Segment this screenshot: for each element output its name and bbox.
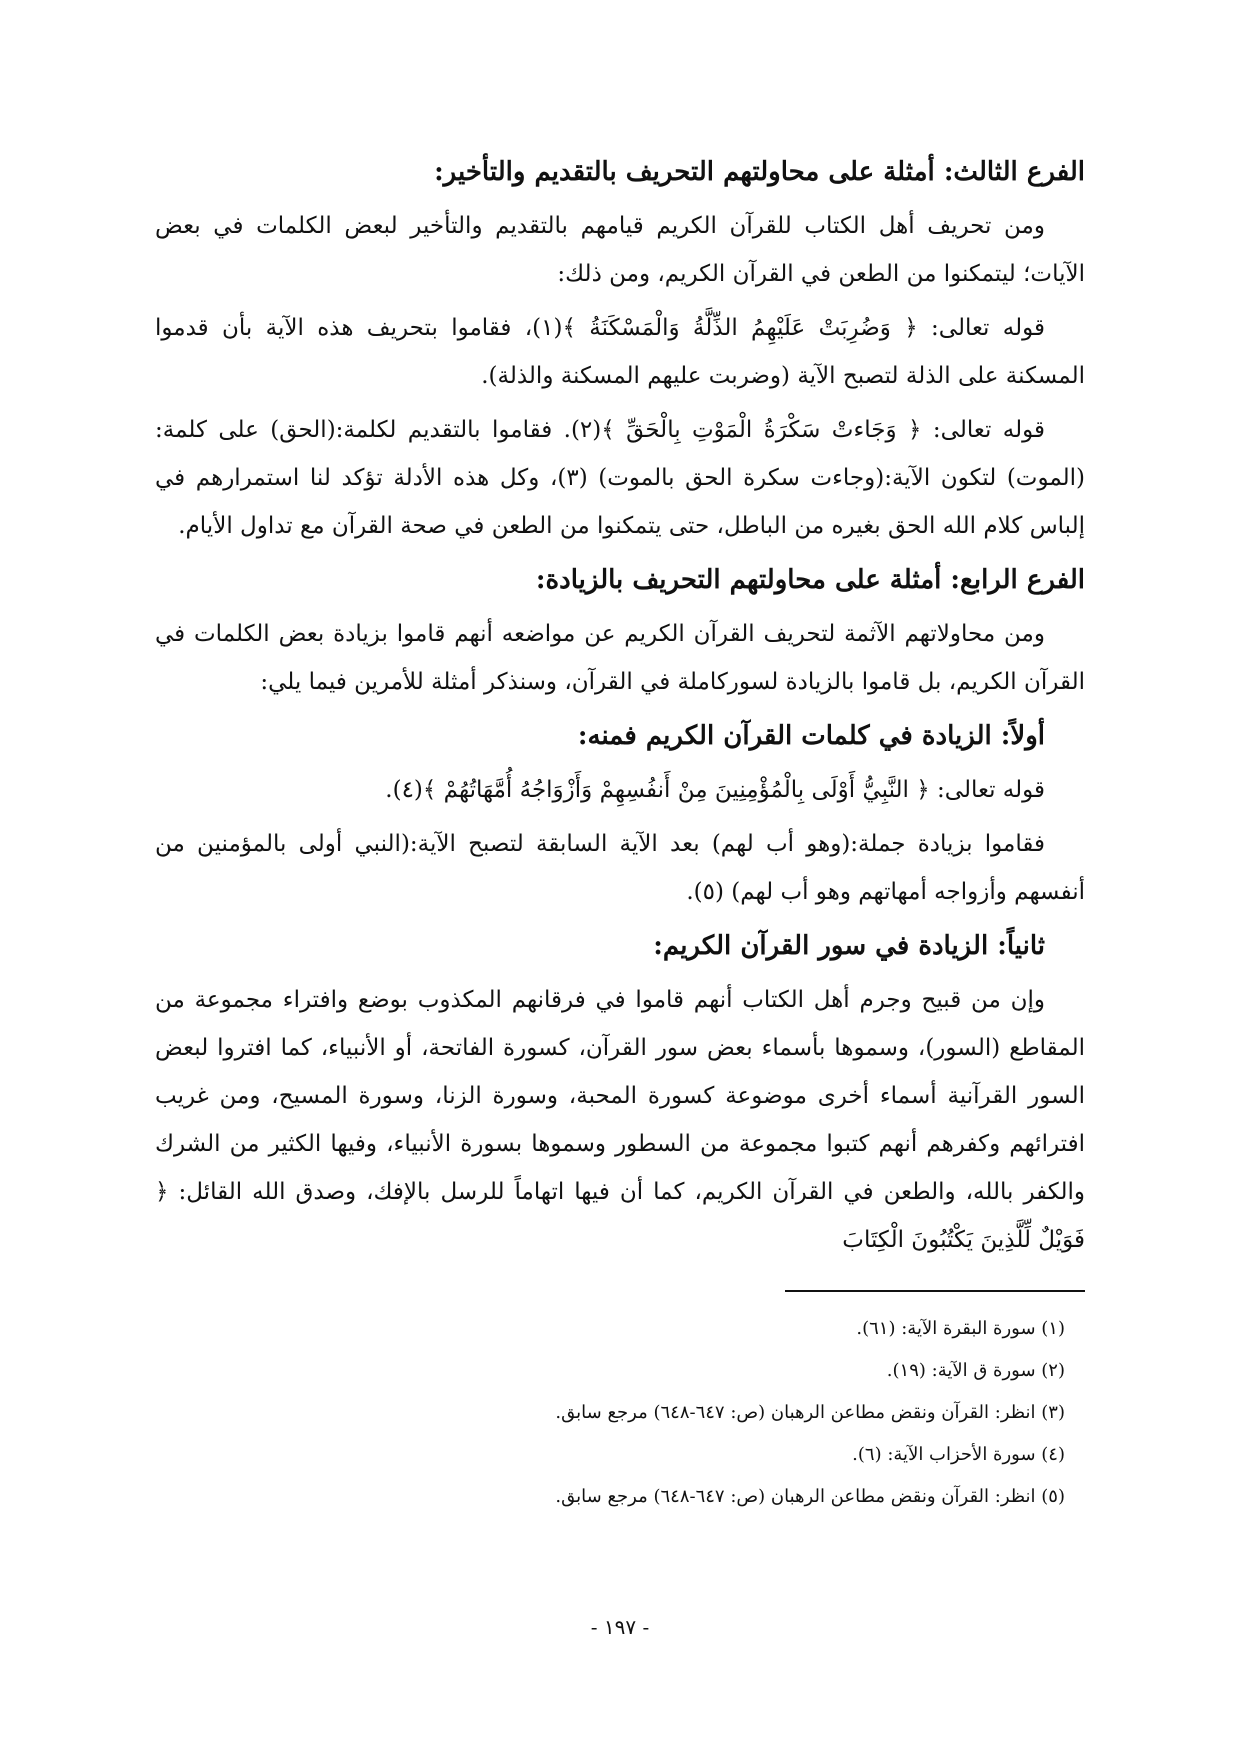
footnote-item: (١) سورة البقرة الآية: (٦١). <box>856 1318 1065 1339</box>
subheading-first: أولاً: الزيادة في كلمات القرآن الكريم فمنه: <box>577 721 1045 751</box>
footnote-item: (٥) انظر: القرآن ونقض مطاعن الرهبان (ص: ٦٤٧-٦٤٨) مرجع سابق. <box>555 1486 1065 1507</box>
footnote-divider <box>785 1290 1085 1292</box>
page-number: - ١٩٧ - <box>590 1615 650 1639</box>
paragraph: فقاموا بزيادة جملة:(وهو أب لهم) بعد الآية السابقة لتصبح الآية:(النبي أولى بالمؤمنين من أنفسهم وأزواجه أمهاتهم وهو أب لهم) (٥). <box>155 831 1085 905</box>
paragraph: وإن من قبيح وجرم أهل الكتاب أنهم قاموا في فرقانهم المكذوب بوضع وافتراء مجموعة من المقاطع (السور)، وسموها بأسماء بعض سور القرآن، كسورة الفاتحة، أو الأنبياء، كما افتروا لبعض السور القرآنية أسماء أخرى موضوعة كسورة المحبة، وسورة الزنا، وسورة المسيح، ومن غريب افترائهم وكفرهم أنهم كتبوا مجموعة من السطور وسموها بسورة الأنبياء، وفيها الكثير من الشرك والكفر بالله، والطعن في القرآن الكريم، كما أن فيها اتهاماً للرسل بالإفك، وصدق الله القائل: ﴿ فَوَيْلٌ لِّلَّذِينَ يَكْتُبُونَ الْكِتَابَ <box>155 987 1085 1253</box>
paragraph-verse: قوله تعالى: ﴿ وَجَاءتْ سَكْرَةُ الْمَوْتِ بِالْحَقِّ ﴾(٢). فقاموا بالتقديم لكلمة:(الحق) على كلمة:(الموت) لتكون الآية:(وجاءت سكرة الحق بالموت) (٣)، وكل هذه الأدلة تؤكد لنا استمرارهم في إلباس كلام الله الحق بغيره من الباطل، حتى يتمكنوا من الطعن في صحة القرآن مع تداول الأيام. <box>155 417 1086 539</box>
paragraph-verse: قوله تعالى: ﴿ وَضُرِبَتْ عَلَيْهِمُ الذِّلَّةُ وَالْمَسْكَنَةُ ﴾(١)، فقاموا بتحريف هذه الآية بأن قدموا المسكنة على الذلة لتصبح الآية (وضربت عليهم المسكنة والذلة). <box>155 315 1085 389</box>
footnote-item: (٣) انظر: القرآن ونقض مطاعن الرهبان (ص: ٦٤٧-٦٤٨) مرجع سابق. <box>555 1402 1065 1423</box>
paragraph: ومن تحريف أهل الكتاب للقرآن الكريم قيامهم بالتقديم والتأخير لبعض الكلمات في بعض الآيات؛ ليتمكنوا من الطعن في القرآن الكريم، ومن ذلك: <box>155 213 1085 287</box>
paragraph-verse: قوله تعالى: ﴿ النَّبِيُّ أَوْلَى بِالْمُؤْمِنِينَ مِنْ أَنفُسِهِمْ وَأَزْوَاجُهُ أُمَّهَاتُهُمْ ﴾(٤). <box>385 777 1045 803</box>
subheading-second: ثانياً: الزيادة في سور القرآن الكريم: <box>653 931 1045 961</box>
footnotes <box>185 1310 1065 1520</box>
footnote-item: (٤) سورة الأحزاب الآية: (٦). <box>852 1444 1065 1465</box>
page-body <box>155 148 1085 1270</box>
footnote-item: (٢) سورة ق الآية: (١٩). <box>886 1360 1065 1381</box>
paragraph: ومن محاولاتهم الآثمة لتحريف القرآن الكريم عن مواضعه أنهم قاموا بزيادة بعض الكلمات في القرآن الكريم، بل قاموا بالزيادة لسوركاملة في القرآن، وسنذكر أمثلة للأمرين فيما يلي: <box>155 621 1085 695</box>
section-heading-third-branch: الفرع الثالث: أمثلة على محاولتهم التحريف بالتقديم والتأخير: <box>434 157 1085 187</box>
section-heading-fourth-branch: الفرع الرابع: أمثلة على محاولتهم التحريف بالزيادة: <box>535 565 1085 595</box>
